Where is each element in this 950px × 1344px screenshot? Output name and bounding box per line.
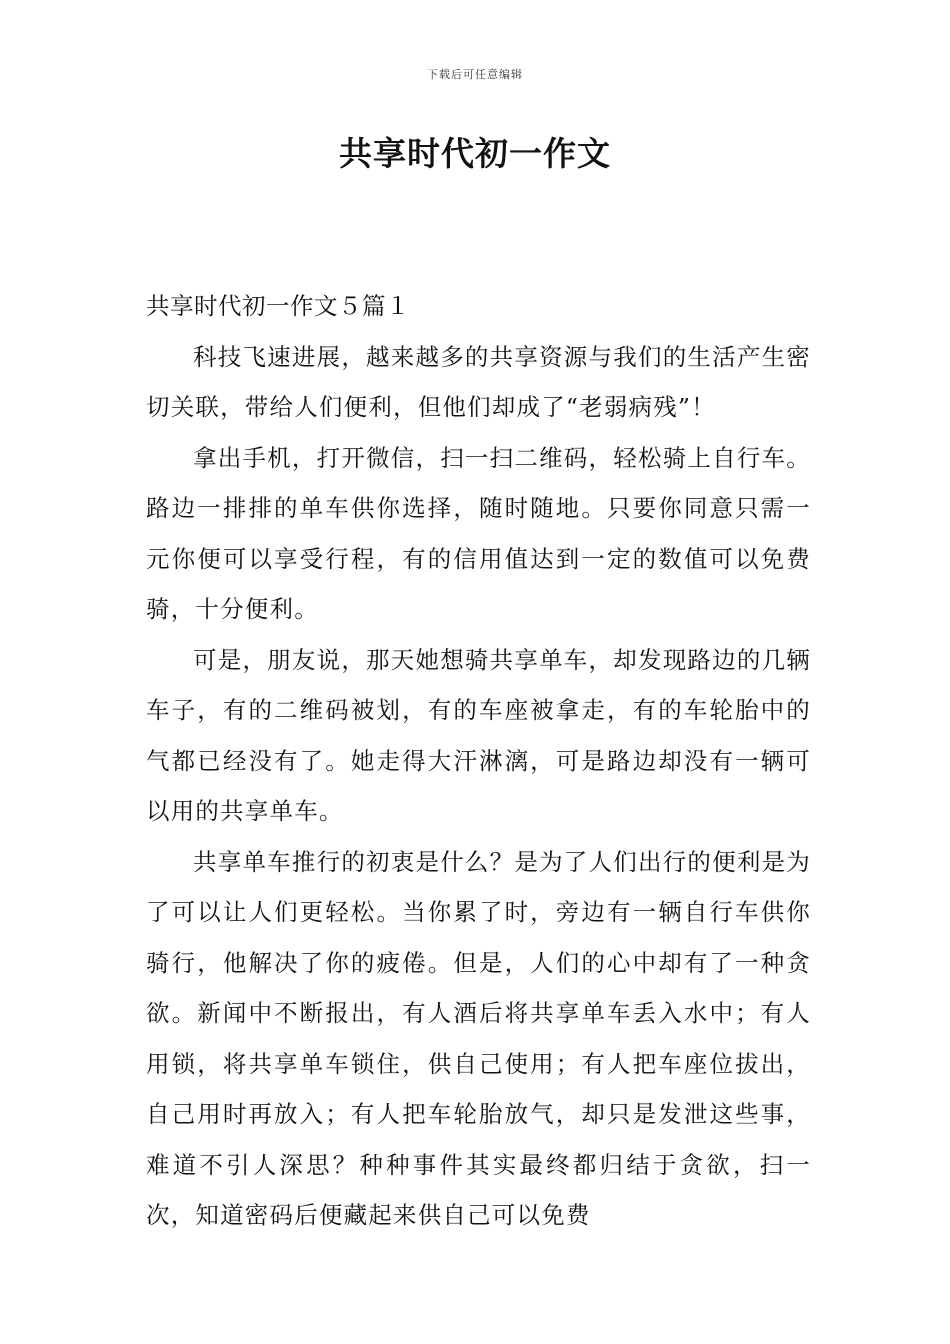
paragraph: 拿出手机，打开微信，扫一扫二维码，轻松骑上自行车。路边一排排的单车供你选择，随时随地。只要你同意只需一元你便可以享受行程，有的信用值达到一定的数值可以免费骑，十分便利。 xyxy=(146,443,811,623)
paragraph: 可是，朋友说，那天她想骑共享单车，却发现路边的几辆车子，有的二维码被划，有的车座被拿走，有的车轮胎中的气都已经没有了。她走得大汗淋漓，可是路边却没有一辆可以用的共享单车。 xyxy=(146,645,811,825)
document-title: 共享时代初一作文 xyxy=(339,134,611,173)
paragraph: 科技飞速进展，越来越多的共享资源与我们的生活产生密切关联，带给人们便利，但他们却成了“老弱病残”！ xyxy=(146,342,811,421)
paragraph: 共享单车推行的初衷是什么？是为了人们出行的便利是为了可以让人们更轻松。当你累了时，旁边有一辆自行车供你骑行，他解决了你的疲倦。但是，人们的心中却有了一种贪欲。新闻中不断报出，有人酒后将共享单车丢入水中；有人用锁，将共享单车锁住，供自己使用；有人把车座位拔出，自己用时再放入；有人把车轮胎放气，却只是发泄这些事，难道不引人深思？种种事件其实最终都归结于贪欲，扫一次，知道密码后便藏起来供自己可以免费 xyxy=(146,847,811,1229)
header-note: 下载后可任意编辑 xyxy=(427,68,523,81)
document-body xyxy=(146,281,811,1241)
section-subheading: 共享时代初一作文５篇１ xyxy=(146,292,410,320)
